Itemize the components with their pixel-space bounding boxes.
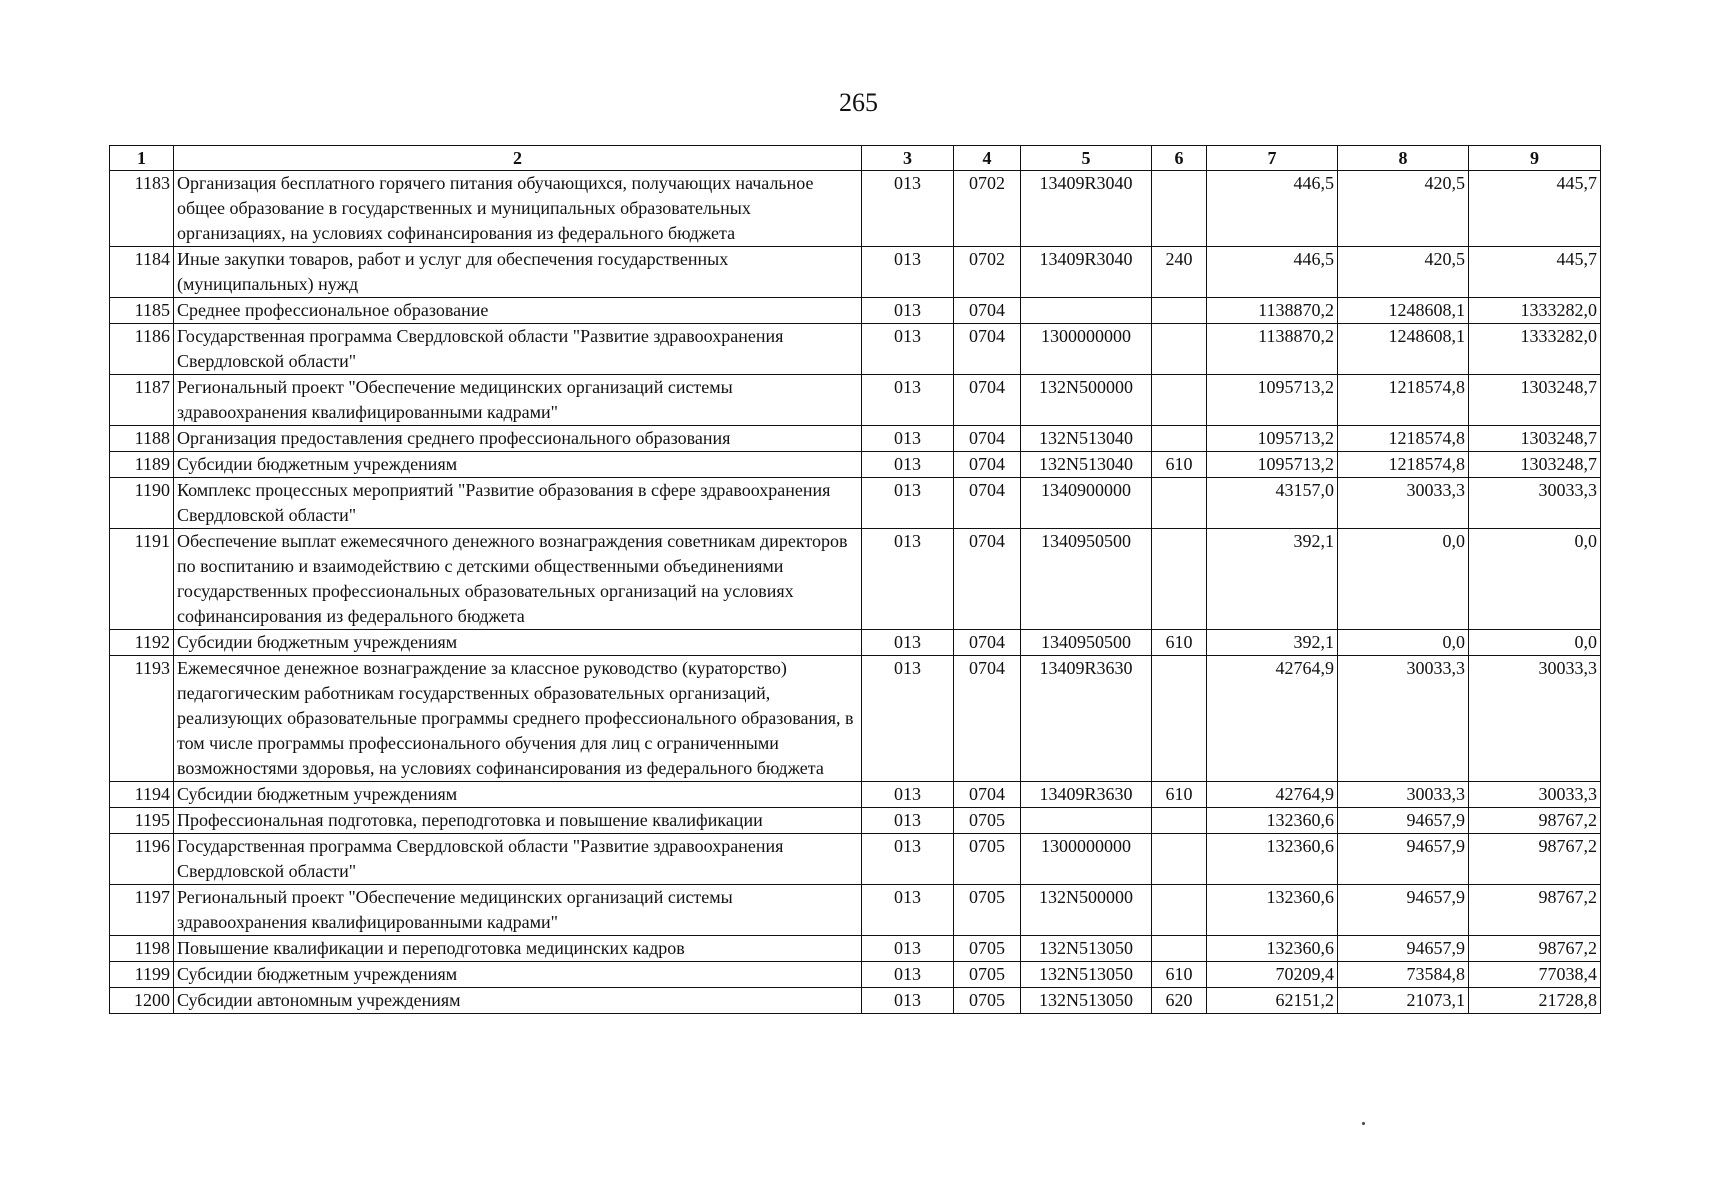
expense-type-code: 610 (1152, 452, 1207, 478)
item-name: Организация бесплатного горячего питания обучающихся, получающих начальное общее образование в государственных и муниципальных образовательных организациях, на условиях софинансирования из федерального бюджета (174, 171, 862, 247)
amount-col-9: 30033,3 (1469, 478, 1601, 529)
ministry-code: 013 (862, 782, 954, 808)
row-number: 1185 (110, 298, 174, 324)
amount-col-8: 1218574,8 (1338, 452, 1469, 478)
table-row (110, 171, 1601, 247)
target-article-code: 13409R3630 (1021, 782, 1152, 808)
amount-col-8: 1218574,8 (1338, 426, 1469, 452)
table-row (110, 782, 1601, 808)
amount-col-7: 1095713,2 (1207, 426, 1338, 452)
section-code: 0704 (954, 529, 1021, 630)
table-row (110, 962, 1601, 988)
target-article-code: 1340950500 (1021, 529, 1152, 630)
table-row (110, 247, 1601, 298)
scan-artifact-dot (1362, 1122, 1365, 1125)
item-name: Иные закупки товаров, работ и услуг для обеспечения государственных (муниципальных) нужд (174, 247, 862, 298)
section-code: 0704 (954, 656, 1021, 782)
amount-col-7: 1095713,2 (1207, 375, 1338, 426)
column-header: 1 (110, 146, 174, 171)
amount-col-9: 21728,8 (1469, 988, 1601, 1014)
table-row (110, 988, 1601, 1014)
target-article-code: 132N513040 (1021, 426, 1152, 452)
ministry-code: 013 (862, 808, 954, 834)
row-number: 1193 (110, 656, 174, 782)
row-number: 1184 (110, 247, 174, 298)
amount-col-7: 132360,6 (1207, 936, 1338, 962)
section-code: 0704 (954, 782, 1021, 808)
row-number: 1197 (110, 885, 174, 936)
expense-type-code (1152, 298, 1207, 324)
section-code: 0704 (954, 298, 1021, 324)
expense-type-code (1152, 529, 1207, 630)
column-header: 6 (1152, 146, 1207, 171)
table-row (110, 834, 1601, 885)
item-name: Субсидии бюджетным учреждениям (174, 630, 862, 656)
amount-col-9: 30033,3 (1469, 656, 1601, 782)
item-name: Субсидии бюджетным учреждениям (174, 962, 862, 988)
ministry-code: 013 (862, 452, 954, 478)
section-code: 0705 (954, 988, 1021, 1014)
target-article-code: 132N500000 (1021, 885, 1152, 936)
item-name: Организация предоставления среднего профессионального образования (174, 426, 862, 452)
expense-type-code (1152, 478, 1207, 529)
amount-col-7: 446,5 (1207, 171, 1338, 247)
section-code: 0704 (954, 375, 1021, 426)
item-name: Региональный проект "Обеспечение медицинских организаций системы здравоохранения квалифицированными кадрами" (174, 885, 862, 936)
column-header: 9 (1469, 146, 1601, 171)
target-article-code: 132N513050 (1021, 936, 1152, 962)
item-name: Комплекс процессных мероприятий "Развитие образования в сфере здравоохранения Свердловской области" (174, 478, 862, 529)
table-row (110, 426, 1601, 452)
target-article-code: 13409R3040 (1021, 171, 1152, 247)
budget-table (109, 145, 1601, 1014)
ministry-code: 013 (862, 298, 954, 324)
item-name: Среднее профессиональное образование (174, 298, 862, 324)
amount-col-9: 1303248,7 (1469, 375, 1601, 426)
column-header: 2 (174, 146, 862, 171)
item-name: Государственная программа Свердловской области "Развитие здравоохранения Свердловской области" (174, 834, 862, 885)
table-row (110, 375, 1601, 426)
section-code: 0704 (954, 426, 1021, 452)
amount-col-7: 392,1 (1207, 630, 1338, 656)
amount-col-9: 0,0 (1469, 529, 1601, 630)
row-number: 1183 (110, 171, 174, 247)
amount-col-7: 42764,9 (1207, 656, 1338, 782)
amount-col-9: 1303248,7 (1469, 426, 1601, 452)
expense-type-code: 610 (1152, 782, 1207, 808)
ministry-code: 013 (862, 478, 954, 529)
amount-col-7: 446,5 (1207, 247, 1338, 298)
table-body (110, 171, 1601, 1014)
row-number: 1186 (110, 324, 174, 375)
expense-type-code (1152, 324, 1207, 375)
expense-type-code (1152, 375, 1207, 426)
amount-col-9: 98767,2 (1469, 885, 1601, 936)
item-name: Субсидии автономным учреждениям (174, 988, 862, 1014)
section-code: 0705 (954, 834, 1021, 885)
page-number: 265 (839, 88, 878, 117)
table-header-row (110, 146, 1601, 171)
row-number: 1198 (110, 936, 174, 962)
amount-col-8: 73584,8 (1338, 962, 1469, 988)
amount-col-8: 30033,3 (1338, 656, 1469, 782)
column-header: 7 (1207, 146, 1338, 171)
expense-type-code: 610 (1152, 630, 1207, 656)
amount-col-9: 30033,3 (1469, 782, 1601, 808)
table-row (110, 656, 1601, 782)
expense-type-code (1152, 885, 1207, 936)
table-row (110, 529, 1601, 630)
amount-col-7: 42764,9 (1207, 782, 1338, 808)
ministry-code: 013 (862, 247, 954, 298)
amount-col-8: 1248608,1 (1338, 324, 1469, 375)
target-article-code: 13409R3040 (1021, 247, 1152, 298)
section-code: 0704 (954, 324, 1021, 375)
amount-col-8: 420,5 (1338, 171, 1469, 247)
amount-col-8: 94657,9 (1338, 885, 1469, 936)
amount-col-9: 445,7 (1469, 247, 1601, 298)
item-name: Субсидии бюджетным учреждениям (174, 452, 862, 478)
ministry-code: 013 (862, 375, 954, 426)
expense-type-code: 610 (1152, 962, 1207, 988)
expense-type-code (1152, 171, 1207, 247)
row-number: 1187 (110, 375, 174, 426)
amount-col-7: 132360,6 (1207, 834, 1338, 885)
target-article-code (1021, 808, 1152, 834)
section-code: 0705 (954, 885, 1021, 936)
ministry-code: 013 (862, 936, 954, 962)
target-article-code: 132N500000 (1021, 375, 1152, 426)
section-code: 0705 (954, 808, 1021, 834)
table-row (110, 324, 1601, 375)
column-header: 5 (1021, 146, 1152, 171)
row-number: 1194 (110, 782, 174, 808)
section-code: 0704 (954, 478, 1021, 529)
item-name: Субсидии бюджетным учреждениям (174, 782, 862, 808)
amount-col-8: 420,5 (1338, 247, 1469, 298)
amount-col-8: 94657,9 (1338, 808, 1469, 834)
target-article-code: 1340950500 (1021, 630, 1152, 656)
row-number: 1199 (110, 962, 174, 988)
target-article-code: 132N513050 (1021, 988, 1152, 1014)
amount-col-8: 30033,3 (1338, 782, 1469, 808)
table-row (110, 936, 1601, 962)
expense-type-code (1152, 808, 1207, 834)
section-code: 0702 (954, 247, 1021, 298)
target-article-code: 1300000000 (1021, 834, 1152, 885)
amount-col-8: 0,0 (1338, 630, 1469, 656)
amount-col-7: 43157,0 (1207, 478, 1338, 529)
target-article-code: 1340900000 (1021, 478, 1152, 529)
ministry-code: 013 (862, 885, 954, 936)
row-number: 1191 (110, 529, 174, 630)
target-article-code (1021, 298, 1152, 324)
ministry-code: 013 (862, 834, 954, 885)
item-name: Ежемесячное денежное вознаграждение за классное руководство (кураторство) педагогическим работникам государственных образовательных организаций, реализующих образовательные программы среднего профессионального образования, в том числе программы профессионального обучения для лиц с ограниченными возможностями здоровья, на условиях софинансирования из федерального бюджета (174, 656, 862, 782)
row-number: 1192 (110, 630, 174, 656)
item-name: Обеспечение выплат ежемесячного денежного вознаграждения советникам директоров по воспитанию и взаимодействию с детскими общественными объединениями государственных профессиональных образовательных организаций на условиях софинансирования из федерального бюджета (174, 529, 862, 630)
amount-col-7: 1138870,2 (1207, 324, 1338, 375)
expense-type-code (1152, 834, 1207, 885)
row-number: 1188 (110, 426, 174, 452)
expense-type-code: 620 (1152, 988, 1207, 1014)
amount-col-7: 1095713,2 (1207, 452, 1338, 478)
amount-col-9: 98767,2 (1469, 808, 1601, 834)
amount-col-9: 77038,4 (1469, 962, 1601, 988)
amount-col-9: 1333282,0 (1469, 298, 1601, 324)
table-row (110, 298, 1601, 324)
table-row (110, 808, 1601, 834)
table-row (110, 478, 1601, 529)
ministry-code: 013 (862, 630, 954, 656)
amount-col-7: 132360,6 (1207, 885, 1338, 936)
expense-type-code: 240 (1152, 247, 1207, 298)
ministry-code: 013 (862, 529, 954, 630)
amount-col-9: 0,0 (1469, 630, 1601, 656)
ministry-code: 013 (862, 426, 954, 452)
row-number: 1189 (110, 452, 174, 478)
amount-col-9: 1303248,7 (1469, 452, 1601, 478)
section-code: 0704 (954, 630, 1021, 656)
amount-col-7: 70209,4 (1207, 962, 1338, 988)
amount-col-9: 98767,2 (1469, 834, 1601, 885)
expense-type-code (1152, 426, 1207, 452)
table-row (110, 452, 1601, 478)
amount-col-9: 1333282,0 (1469, 324, 1601, 375)
amount-col-8: 1218574,8 (1338, 375, 1469, 426)
section-code: 0705 (954, 936, 1021, 962)
target-article-code: 132N513040 (1021, 452, 1152, 478)
amount-col-8: 21073,1 (1338, 988, 1469, 1014)
ministry-code: 013 (862, 171, 954, 247)
table-row (110, 885, 1601, 936)
amount-col-9: 445,7 (1469, 171, 1601, 247)
amount-col-8: 30033,3 (1338, 478, 1469, 529)
expense-type-code (1152, 656, 1207, 782)
item-name: Повышение квалификации и переподготовка медицинских кадров (174, 936, 862, 962)
item-name: Государственная программа Свердловской области "Развитие здравоохранения Свердловской области" (174, 324, 862, 375)
expense-type-code (1152, 936, 1207, 962)
ministry-code: 013 (862, 962, 954, 988)
amount-col-8: 94657,9 (1338, 936, 1469, 962)
amount-col-8: 0,0 (1338, 529, 1469, 630)
table-row (110, 630, 1601, 656)
section-code: 0702 (954, 171, 1021, 247)
target-article-code: 1300000000 (1021, 324, 1152, 375)
row-number: 1190 (110, 478, 174, 529)
amount-col-7: 132360,6 (1207, 808, 1338, 834)
amount-col-9: 98767,2 (1469, 936, 1601, 962)
column-header: 4 (954, 146, 1021, 171)
ministry-code: 013 (862, 988, 954, 1014)
item-name: Региональный проект "Обеспечение медицинских организаций системы здравоохранения квалифицированными кадрами" (174, 375, 862, 426)
amount-col-7: 392,1 (1207, 529, 1338, 630)
column-header: 8 (1338, 146, 1469, 171)
target-article-code: 132N513050 (1021, 962, 1152, 988)
amount-col-8: 94657,9 (1338, 834, 1469, 885)
row-number: 1196 (110, 834, 174, 885)
ministry-code: 013 (862, 324, 954, 375)
row-number: 1195 (110, 808, 174, 834)
item-name: Профессиональная подготовка, переподготовка и повышение квалификации (174, 808, 862, 834)
section-code: 0704 (954, 452, 1021, 478)
target-article-code: 13409R3630 (1021, 656, 1152, 782)
ministry-code: 013 (862, 656, 954, 782)
amount-col-7: 62151,2 (1207, 988, 1338, 1014)
column-header: 3 (862, 146, 954, 171)
row-number: 1200 (110, 988, 174, 1014)
section-code: 0705 (954, 962, 1021, 988)
amount-col-8: 1248608,1 (1338, 298, 1469, 324)
amount-col-7: 1138870,2 (1207, 298, 1338, 324)
